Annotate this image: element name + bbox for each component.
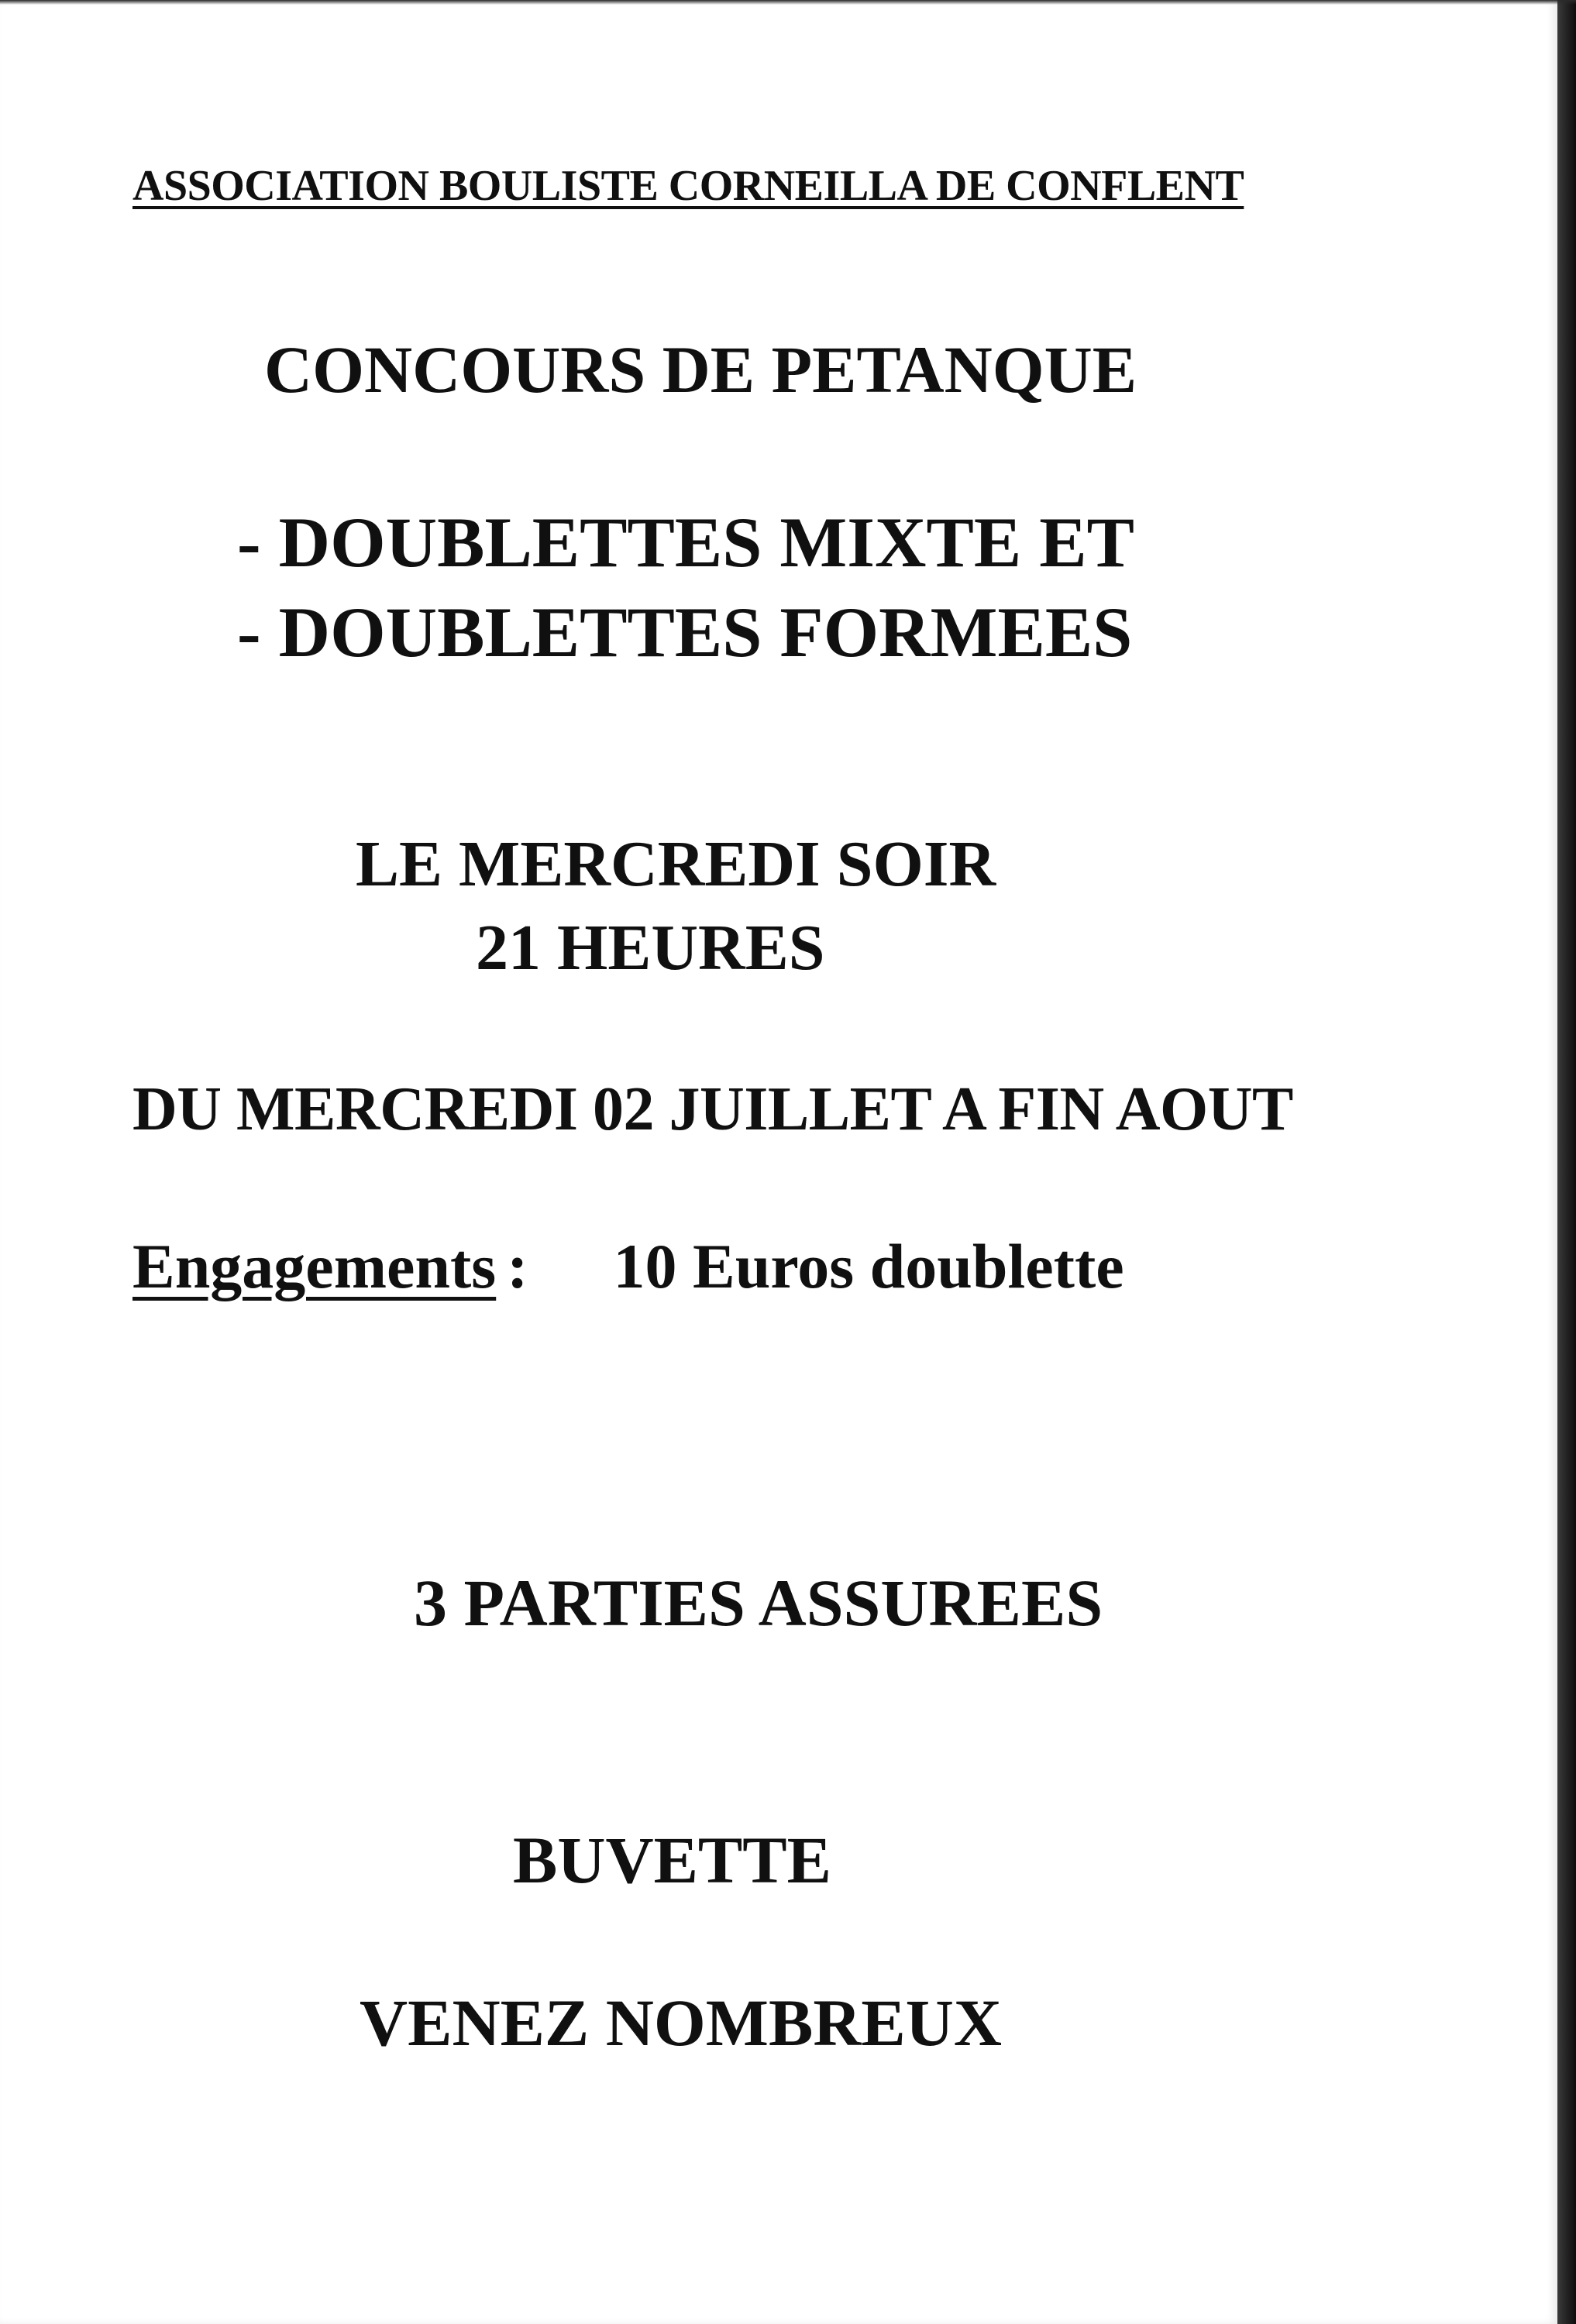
entry-fee-label: Engagements — [132, 1231, 497, 1301]
call-to-action: VENEZ NOMBREUX — [360, 1985, 1003, 2060]
background-edge-right — [1557, 0, 1576, 2324]
background-edge-top — [0, 0, 1576, 5]
schedule-day: LE MERCREDI SOIR — [356, 828, 996, 900]
schedule-time: 21 HEURES — [476, 912, 825, 984]
association-name: ASSOCIATION BOULISTE CORNEILLA DE CONFLENT — [132, 162, 1244, 210]
entry-fee-colon: : — [507, 1231, 528, 1301]
entry-fee — [132, 1231, 1124, 1301]
guaranteed-games: 3 PARTIES ASSUREES — [414, 1566, 1103, 1640]
poster-title: CONCOURS DE PETANQUE — [264, 332, 1137, 407]
event-type-mixed-doubles: - DOUBLETTES MIXTE ET — [237, 503, 1134, 582]
refreshment-bar: BUVETTE — [513, 1823, 832, 1897]
date-range: DU MERCREDI 02 JUILLET A FIN AOUT — [132, 1075, 1293, 1143]
event-type-formed-doubles: - DOUBLETTES FORMEES — [237, 593, 1133, 672]
entry-fee-value: 10 Euros doublette — [613, 1231, 1124, 1301]
